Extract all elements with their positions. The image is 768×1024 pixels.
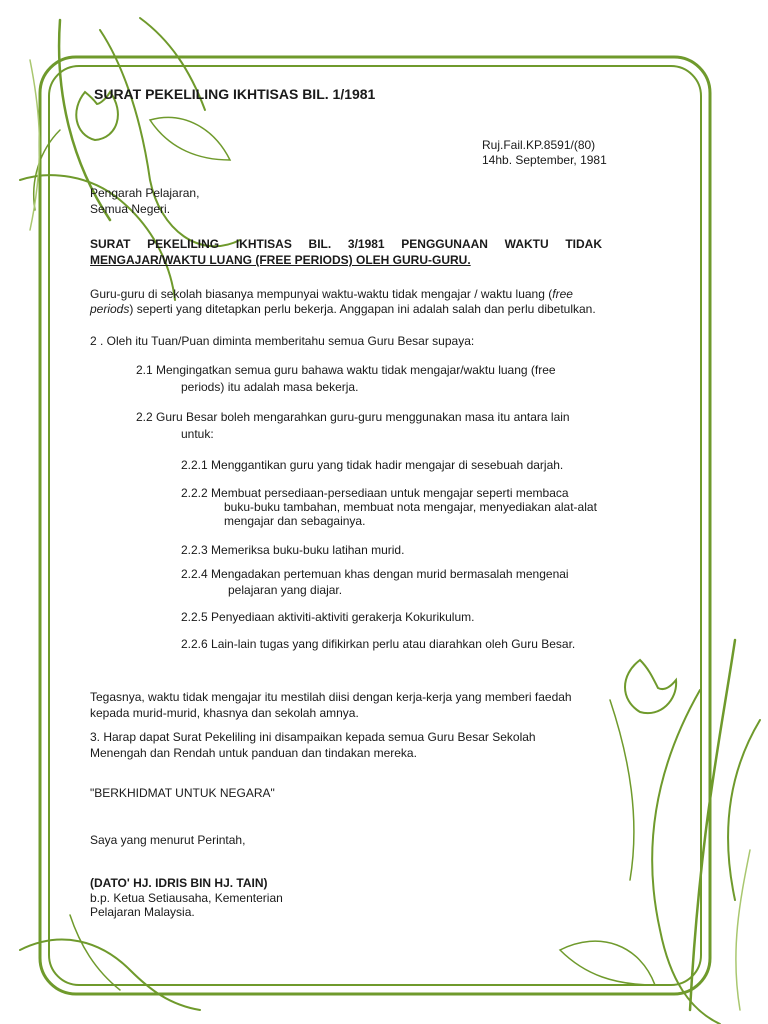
paragraph-4-line-2: Menengah dan Rendah untuk panduan dan tindakan mereka.	[90, 746, 417, 760]
signatory-name: (DATO' HJ. IDRIS BIN HJ. TAIN)	[90, 876, 268, 890]
vine-bottom-right-4	[610, 700, 634, 880]
signatory-role-line-1: b.p. Ketua Setiausaha, Kementerian	[90, 891, 283, 905]
item-2-2-line-1: 2.2 Guru Besar boleh mengarahkan guru-guru menggunakan masa itu antara lain	[136, 410, 570, 424]
paragraph-1-line-1: Guru-guru di sekolah biasanya mempunyai waktu-waktu tidak mengajar / waktu luang (free	[90, 287, 573, 301]
paragraph-4-line-1: 3. Harap dapat Surat Pekeliling ini disampaikan kepada semua Guru Besar Sekolah	[90, 730, 536, 744]
item-2-2-5: 2.2.5 Penyediaan aktiviti-aktiviti gerakerja Kokurikulum.	[181, 610, 475, 624]
paragraph-1-line-2: periods) seperti yang ditetapkan perlu bekerja. Anggapan ini adalah salah dan perlu dibetulkan.	[90, 302, 596, 316]
vine-bottom-left-2	[70, 915, 120, 990]
motto: "BERKHIDMAT UNTUK NEGARA"	[90, 786, 275, 800]
subject-line-1: SURAT PEKELILING IKHTISAS BIL. 3/1981 PENGGUNAAN WAKTU TIDAK	[90, 237, 602, 251]
letter-title: SURAT PEKELILING IKHTISAS BIL. 1/1981	[94, 86, 376, 102]
paragraph-3-line-2: kepada murid-murid, khasnya dan sekolah amnya.	[90, 706, 359, 720]
signatory-role-line-2: Pelajaran Malaysia.	[90, 905, 195, 919]
item-2-1-line-2: periods) itu adalah masa bekerja.	[181, 380, 359, 394]
item-2-2-2-line-2: buku-buku tambahan, membuat nota mengajar, menyediakan alat-alat	[224, 500, 597, 514]
item-2-2-line-2: untuk:	[181, 427, 214, 441]
item-2-2-4-line-2: pelajaran yang diajar.	[228, 583, 343, 597]
paragraph-3-line-1: Tegasnya, waktu tidak mengajar itu mestilah diisi dengan kerja-kerja yang memberi faedah	[90, 690, 572, 704]
paragraph-2: 2 . Oleh itu Tuan/Puan diminta memberitahu semua Guru Besar supaya:	[90, 334, 475, 348]
item-2-2-3: 2.2.3 Memeriksa buku-buku latihan murid.	[181, 543, 405, 557]
subject-line-2: MENGAJAR/WAKTU LUANG (FREE PERIODS) OLEH GURU-GURU.	[90, 253, 471, 267]
item-2-2-4-line-1: 2.2.4 Mengadakan pertemuan khas dengan murid bermasalah mengenai	[181, 567, 569, 581]
item-2-2-1: 2.2.1 Menggantikan guru yang tidak hadir mengajar di sesebuah darjah.	[181, 458, 564, 472]
vine-light-top-left	[30, 60, 39, 230]
leaf-top-left	[150, 117, 230, 160]
vine-bottom-left	[20, 940, 200, 1010]
letter-date: 14hb. September, 1981	[482, 153, 607, 167]
leaf-bottom-right	[560, 941, 655, 985]
item-2-1-line-1: 2.1 Mengingatkan semua guru bahawa waktu tidak mengajar/waktu luang (free	[136, 363, 556, 377]
reference-number: Ruj.Fail.KP.8591/(80)	[482, 138, 596, 152]
item-2-2-2-line-3: mengajar dan sebagainya.	[224, 514, 366, 528]
recipient-line-2: Semua Negeri.	[90, 202, 171, 216]
vine-light-bottom-right	[736, 850, 750, 1010]
recipient-line-1: Pengarah Pelajaran,	[90, 186, 200, 200]
tulip-bottom-right	[625, 660, 676, 713]
vine-top-left-5	[34, 130, 60, 210]
vine-bottom-right-3	[728, 720, 760, 900]
item-2-2-2-line-1: 2.2.2 Membuat persediaan-persediaan untuk mengajar seperti membaca	[181, 486, 569, 500]
closing-line: Saya yang menurut Perintah,	[90, 833, 246, 847]
item-2-2-6: 2.2.6 Lain-lain tugas yang difikirkan perlu atau diarahkan oleh Guru Besar.	[181, 637, 576, 651]
